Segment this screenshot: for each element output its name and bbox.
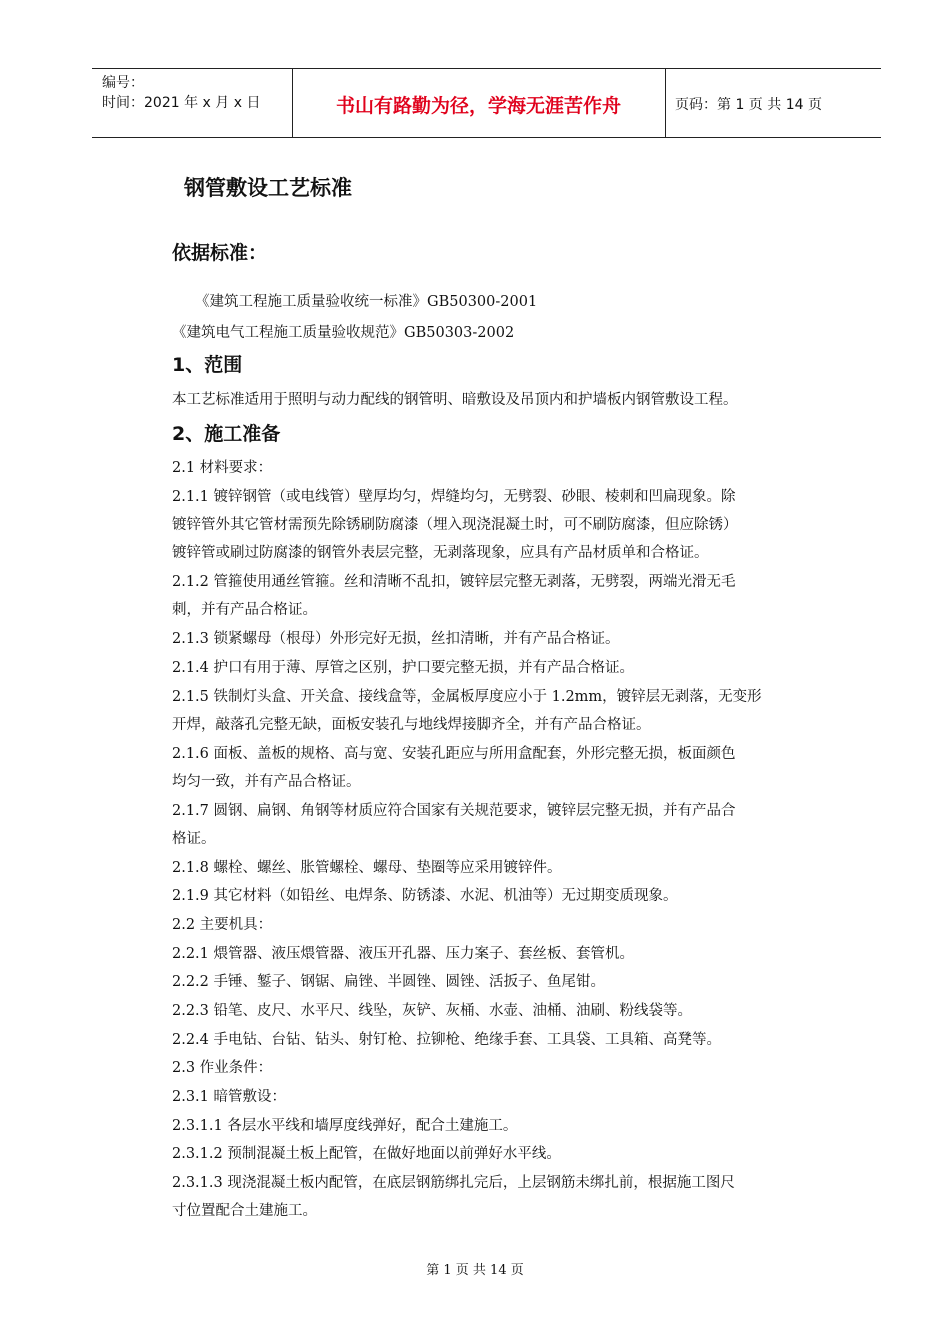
section-heading: 1、范围 bbox=[172, 354, 243, 376]
body-line: 2.1 材料要求： bbox=[172, 460, 273, 476]
standard-item: 《建筑电气工程施工质量验收规范》GB50303-2002 bbox=[172, 325, 515, 341]
body-line: 2.3.1.2 预制混凝土板上配管，在做好地面以前弹好水平线。 bbox=[172, 1146, 561, 1162]
body-line: 均匀一致，并有产品合格证。 bbox=[172, 774, 361, 790]
body-line: 2.1.2 管箍使用通丝管箍。丝和清晰不乱扣，镀锌层完整无剥落，无劈裂，两端光滑无毛 bbox=[172, 574, 736, 590]
standard-item: 《建筑工程施工质量验收统一标准》GB50300-2001 bbox=[195, 294, 538, 310]
body-line: 2.2.4 手电钻、台钻、钻头、射钉枪、拉铆枪、绝缘手套、工具袋、工具箱、高凳等。 bbox=[172, 1032, 722, 1048]
doc-number-label: 编号： bbox=[102, 75, 144, 91]
body-line: 2.2.1 煨管器、液压煨管器、液压开孔器、压力案子、套丝板、套管机。 bbox=[172, 946, 635, 962]
body-line: 2.1.8 螺栓、螺丝、胀管螺栓、螺母、垫圈等应采用镀锌件。 bbox=[172, 860, 562, 876]
body-line: 2.1.6 面板、盖板的规格、高与宽、安装孔距应与所用盒配套，外形完整无损，板面颜色 bbox=[172, 746, 736, 762]
body-line: 2.3.1 暗管敷设： bbox=[172, 1089, 287, 1105]
body-line: 刺，并有产品合格证。 bbox=[172, 602, 317, 618]
body-line: 2.1.4 护口有用于薄、厚管之区别，护口要完整无损，并有产品合格证。 bbox=[172, 660, 635, 676]
body-line: 2.1.1 镀锌钢管（或电线管）壁厚均匀，焊缝均匀，无劈裂、砂眼、棱刺和凹扁现象。除 bbox=[172, 489, 736, 505]
body-line: 镀锌管外其它管材需预先除锈刷防腐漆（埋入现浇混凝土时，可不刷防腐漆，但应除锈） bbox=[172, 517, 738, 533]
body-line: 寸位置配合土建施工。 bbox=[172, 1203, 317, 1219]
doc-time: 时间：2021 年 x 月 x 日 bbox=[102, 95, 261, 111]
body-line: 2.1.9 其它材料（如铅丝、电焊条、防锈漆、水泥、机油等）无过期变质现象。 bbox=[172, 888, 678, 904]
body-line: 2.2.2 手锤、錾子、钢锯、扁锉、半圆锉、圆锉、活扳子、鱼尾钳。 bbox=[172, 974, 606, 990]
body-line: 2.3.1.1 各层水平线和墙厚度线弹好，配合土建施工。 bbox=[172, 1118, 518, 1134]
document-title: 钢管敷设工艺标准 bbox=[184, 176, 352, 200]
page-header bbox=[92, 68, 881, 138]
body-line: 2.2 主要机具： bbox=[172, 917, 273, 933]
body-line: 2.1.3 锁紧螺母（根母）外形完好无损，丝扣清晰，并有产品合格证。 bbox=[172, 631, 620, 647]
body-line: 2.1.7 圆钢、扁钢、角钢等材质应符合国家有关规范要求，镀锌层完整无损，并有产品合 bbox=[172, 803, 736, 819]
header-motto-cell bbox=[292, 69, 666, 137]
header-page-cell bbox=[665, 69, 881, 137]
body-line: 2.3 作业条件： bbox=[172, 1060, 273, 1076]
paragraph-line: 本工艺标准适用于照明与动力配线的钢管明、暗敷设及吊顶内和护墙板内钢管敷设工程。 bbox=[172, 392, 738, 408]
body-line: 2.1.5 铁制灯头盒、开关盒、接线盒等，金属板厚度应小于 1.2mm，镀锌层无剥落，无变形 bbox=[172, 689, 762, 705]
page-footer: 第 1 页 共 14 页 bbox=[426, 1263, 524, 1278]
body-line: 开焊，敲落孔完整无缺，面板安装孔与地线焊接脚齐全，并有产品合格证。 bbox=[172, 717, 651, 733]
body-line: 2.2.3 铅笔、皮尺、水平尺、线坠，灰铲、灰桶、水壶、油桶、油刷、粉线袋等。 bbox=[172, 1003, 693, 1019]
body-line: 格证。 bbox=[172, 831, 216, 847]
header-motto: 书山有路勤为径，学海无涯苦作舟 bbox=[335, 95, 621, 117]
body-line: 2.3.1.3 现浇混凝土板内配管，在底层钢筋绑扎完后，上层钢筋未绑扎前，根据施工图尺 bbox=[172, 1175, 735, 1191]
header-page-info: 页码：第 1 页 共 14 页 bbox=[675, 97, 822, 113]
header-info-cell bbox=[92, 69, 293, 137]
section-heading: 2、施工准备 bbox=[172, 423, 281, 445]
basis-heading: 依据标准： bbox=[172, 242, 268, 264]
body-line: 镀锌管或刷过防腐漆的钢管外表层完整，无剥落现象，应具有产品材质单和合格证。 bbox=[172, 545, 709, 561]
